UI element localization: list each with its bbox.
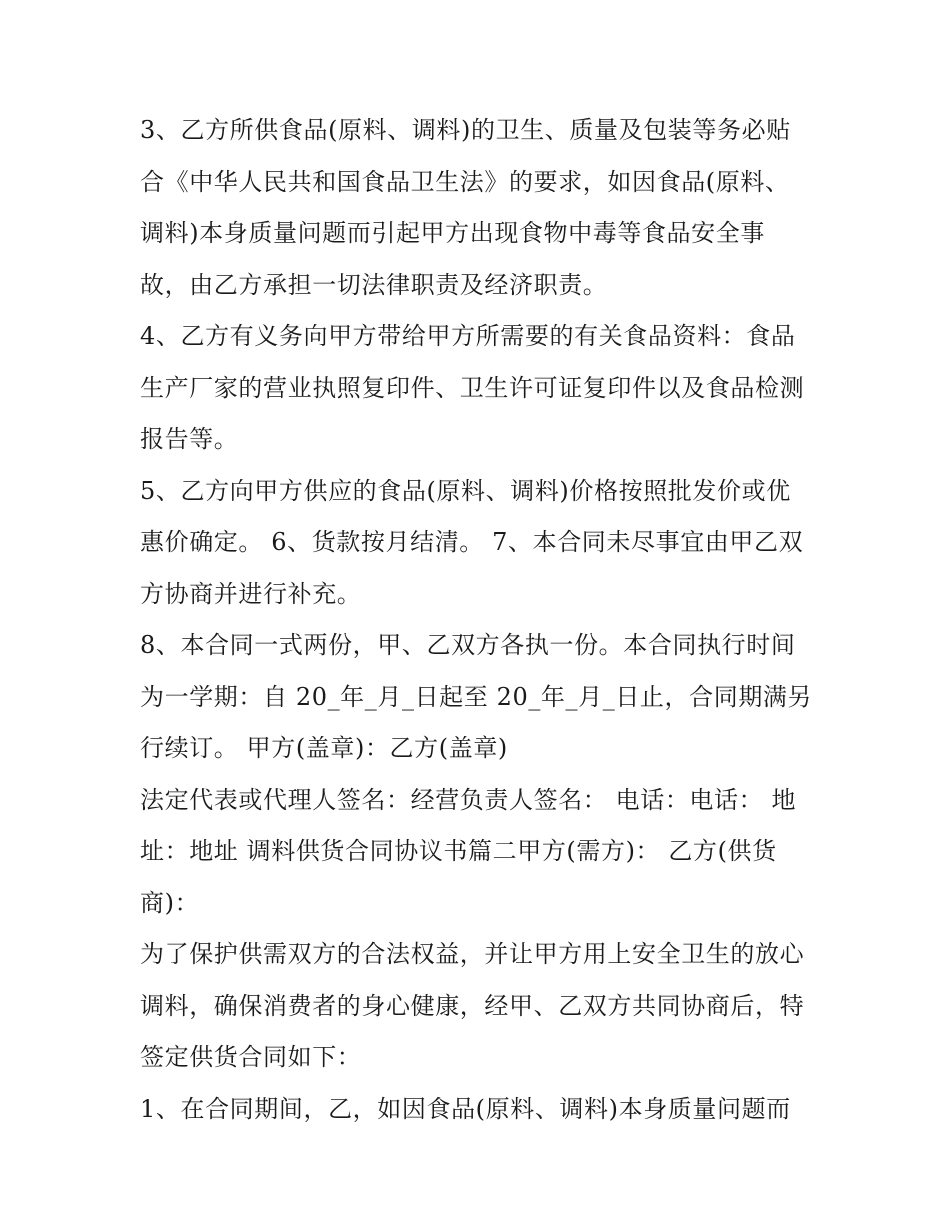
text-line: 3、乙方所供食品(原料、调料)的卫生、质量及包装等务必贴 (140, 116, 791, 144)
text-line: 4、乙方有义务向甲方带给甲方所需要的有关食品资料：食品 (140, 322, 796, 350)
text-line: 1、在合同期间，乙，如因食品(原料、调料)本身质量问题而 (140, 1094, 791, 1123)
text-line: 惠价确定。 6、货款按月结清。 7、本合同未尽事宜由甲乙双 (140, 528, 804, 556)
text-line: 签定供货合同如下： (140, 1043, 362, 1071)
document-body (140, 105, 820, 1135)
text-line: 法定代表或代理人签名：经营负责人签名： 电话：电话： 地 (140, 785, 797, 814)
text-line: 方协商并进行补充。 (140, 579, 362, 608)
text-line: 调料)本身质量问题而引起甲方出现食物中毒等食品安全事 (140, 219, 765, 247)
text-line: 行续订。 甲方(盖章)：乙方(盖章) (140, 734, 508, 762)
text-line: 为一学期：自 20_年_月_日起至 20_年_月_日止，合同期满另 (140, 682, 813, 711)
text-line: 调料，确保消费者的身心健康，经甲、乙双方共同协商后，特 (140, 991, 805, 1020)
text-line: 为了保护供需双方的合法权益，并让甲方用上安全卫生的放心 (140, 940, 805, 968)
text-line: 8、本合同一式两份，甲、乙双方各执一份。本合同执行时间 (140, 631, 796, 659)
text-line: 故，由乙方承担一切法律职责及经济职责。 (140, 270, 608, 299)
text-line: 生产厂家的营业执照复印件、卫生许可证复印件以及食品检测 (140, 373, 805, 402)
text-line: 合《中华人民共和国食品卫生法》的要求，如因食品(原料、 (140, 167, 790, 196)
text-line: 5、乙方向甲方供应的食品(原料、调料)价格按照批发价或优 (140, 476, 791, 505)
text-line: 报告等。 (140, 425, 239, 453)
text-line: 址：地址 调料供货合同协议书篇二甲方(需方)： 乙方(供货 (140, 837, 777, 865)
text-line: 商)： (140, 888, 200, 917)
